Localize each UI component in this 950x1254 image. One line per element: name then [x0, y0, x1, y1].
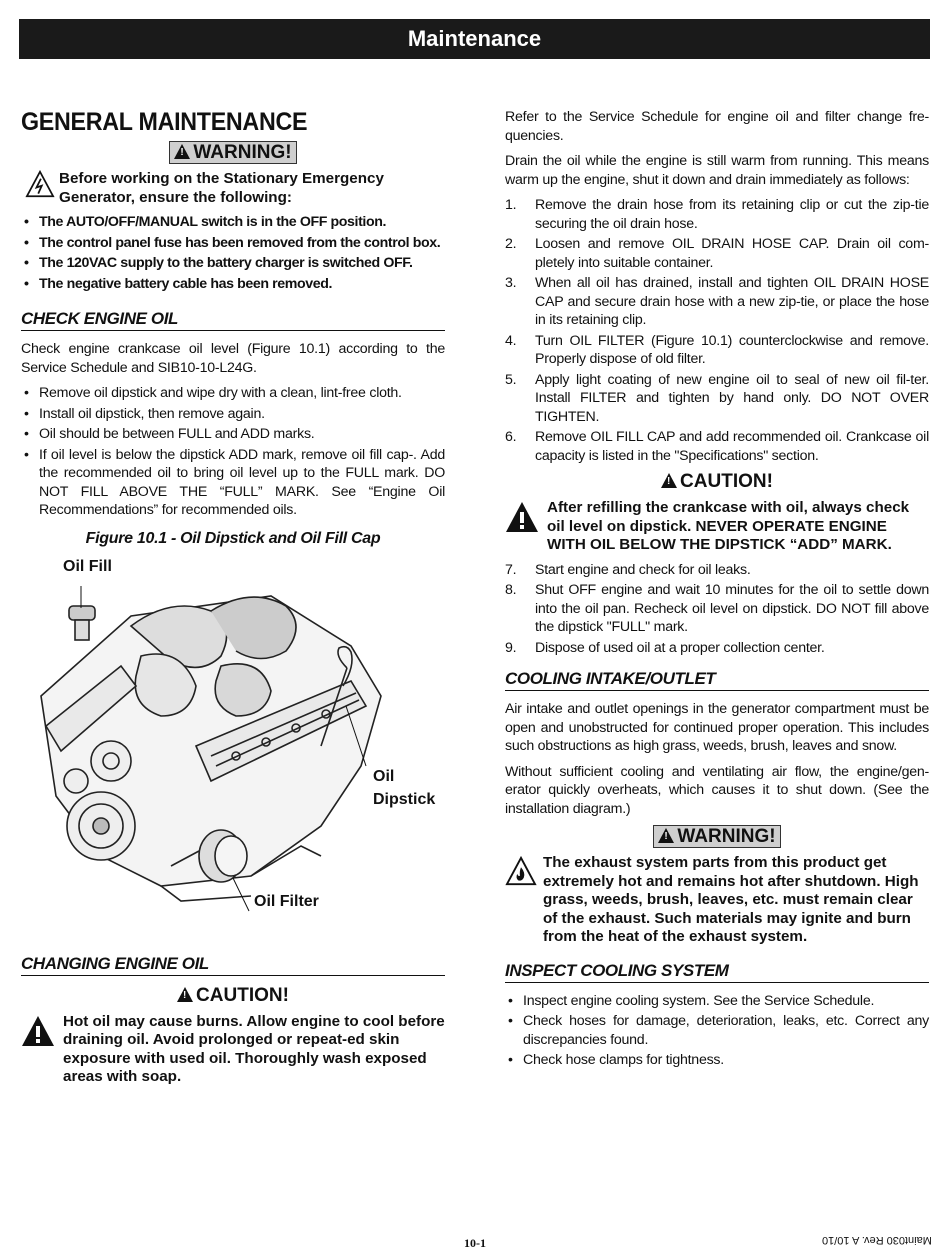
- section-title: GENERAL MAINTENANCE: [21, 108, 308, 136]
- engine-illustration: [21, 556, 445, 926]
- caution-text: Hot oil may cause burns. Allow engine to cool before draining oil. Avoid prolonged or repeat-ed skin exposure with used oil. Thoroughly wash exposed areas with soap.: [63, 1012, 445, 1085]
- cooling-intake-heading: COOLING INTAKE/OUTLET: [505, 669, 929, 691]
- oil-fill-label: Oil Fill: [63, 557, 112, 575]
- check-oil-item: • Remove oil dipstick and wipe dry with a clean, lint-free cloth.: [21, 384, 445, 403]
- drain-steps-list: [505, 196, 929, 465]
- warning-list: [21, 213, 445, 293]
- caution-triangle-icon: !: [661, 473, 677, 488]
- oil-dipstick-label-line1: Oil: [373, 767, 395, 785]
- check-oil-intro: Check engine crankcase oil level (Figure 10.1) according to the Service Schedule and SIB10-10-L24G.: [21, 341, 445, 376]
- check-oil-item: • Install oil dipstick, then remove again.: [21, 405, 445, 424]
- warning-item: • The AUTO/OFF/MANUAL switch is in the OFF position.: [21, 213, 445, 232]
- step-item: 5. Apply light coating of new engine oil to seal of new oil fil-ter. Install FILTER and tighten by hand only. DO NOT OVER TIGHTEN.: [505, 371, 929, 425]
- exhaust-warning-block: [505, 854, 929, 947]
- warning-block: [21, 170, 445, 207]
- exclamation-triangle-icon: [505, 501, 539, 533]
- drain-oil-paragraph: Drain the oil while the engine is still warm from running. This means warm up the engine, shut it down and drain immediately as follows:: [505, 153, 929, 188]
- check-oil-list: [21, 384, 445, 520]
- step-item: 9. Dispose of used oil at a proper collection center.: [505, 639, 825, 656]
- page-number: 10-1: [464, 1236, 486, 1250]
- engine-figure: [21, 556, 445, 946]
- post-refill-steps-list: [505, 561, 929, 658]
- caution-block: [21, 1013, 445, 1087]
- step-item: 8. Shut OFF engine and wait 10 minutes for the oil to settle down into the oil pan. Recheck oil level on dipstick. DO NOT fill above the dipstick "FULL" mark.: [505, 582, 929, 635]
- refill-caution-text: After refilling the crankcase with oil, always check oil level on dipstick. NEVER OPERATE ENGINE WITH OIL BELOW THE DIPSTICK “ADD” MARK.: [547, 499, 910, 553]
- caution-signal-right: [505, 471, 929, 493]
- step-item: 2. Loosen and remove OIL DRAIN HOSE CAP. Drain oil com-pletely into suitable container.: [505, 236, 929, 271]
- warning-label: WARNING!: [193, 142, 292, 163]
- step-item: 1. Remove the drain hose from its retaining clip or cut the zip-tie securing the oil drain hose.: [505, 197, 929, 232]
- changing-engine-oil-heading: CHANGING ENGINE OIL: [21, 954, 445, 976]
- refill-caution-block: [505, 499, 929, 555]
- warning-item: • The 120VAC supply to the battery charger is switched OFF.: [21, 254, 445, 273]
- step-item: 4. Turn OIL FILTER (Figure 10.1) counterclockwise and remove. Properly dispose of old filter.: [505, 332, 929, 367]
- oil-dipstick-label-line2: Dipstick: [373, 790, 436, 808]
- inspect-cooling-list: [505, 992, 929, 1070]
- warning-label: WARNING!: [677, 826, 776, 847]
- inspect-item: • Inspect engine cooling system. See the Service Schedule.: [505, 992, 929, 1011]
- oil-filter-label: Oil Filter: [254, 892, 319, 910]
- cooling-para-2: Without sufficient cooling and ventilating air flow, the engine/gen-erator quickly overheats, which causes it to shut down. (See the installation diagram.): [505, 763, 929, 817]
- caution-label: CAUTION!: [680, 471, 773, 492]
- inspect-cooling-heading: INSPECT COOLING SYSTEM: [505, 961, 929, 983]
- cooling-para-1: Air intake and outlet openings in the generator compartment must be open and unobstructed for continued proper operation. This includes such obstructions as high grass, weeds, brush, leaves and snow.: [505, 701, 929, 754]
- warning-item: • The negative battery cable has been removed.: [21, 275, 445, 294]
- step-item: 3. When all oil has drained, install and tighten OIL DRAIN HOSE CAP and secure drain hose with a new zip-tie, or place the hose in its retaining clip.: [505, 275, 929, 328]
- inspect-item: • Check hose clamps for tightness.: [505, 1051, 929, 1070]
- exhaust-warning-signal: [505, 825, 929, 848]
- check-engine-oil-heading: CHECK ENGINE OIL: [21, 309, 445, 331]
- warning-triangle-icon: !: [174, 144, 190, 159]
- exhaust-warning-text: The exhaust system parts from this product get extremely hot and remains hot after shutdown. High grass, weeds, brush, leaves, etc. must remain clear of the exhaust. Such materials may ignite and burn from the heat of the exhaust system.: [543, 854, 919, 945]
- figure-caption: Figure 10.1 - Oil Dipstick and Oil Fill Cap: [85, 529, 381, 547]
- caution-signal: [21, 985, 445, 1007]
- service-schedule-paragraph: Refer to the Service Schedule for engine oil and filter change fre-quencies.: [505, 109, 929, 144]
- page-header-title: Maintenance: [407, 26, 542, 51]
- inspect-item: • Check hoses for damage, deterioration, leaks, etc. Correct any discrepancies found.: [505, 1012, 929, 1049]
- electric-shock-icon: [25, 170, 55, 198]
- step-item: 7. Start engine and check for oil leaks.: [505, 561, 751, 578]
- warning-triangle-icon: !: [658, 828, 674, 843]
- warning-item: • The control panel fuse has been removed from the control box.: [21, 234, 445, 253]
- right-column: [505, 108, 929, 1074]
- caution-label: CAUTION!: [196, 984, 289, 1006]
- check-oil-item: • Oil should be between FULL and ADD marks.: [21, 425, 445, 444]
- caution-triangle-icon: !: [177, 987, 193, 1002]
- warning-signal: [21, 141, 445, 164]
- step-item: 6. Remove OIL FILL CAP and add recommended oil. Crankcase oil capacity is listed in the "Specifications" section.: [505, 429, 929, 464]
- revision-code: Maint030 Rev. A 10/10: [822, 1234, 932, 1246]
- left-column: [21, 108, 445, 1093]
- page-header-banner: [19, 19, 930, 59]
- warning-intro: Before working on the Stationary Emergency Generator, ensure the following:: [59, 170, 384, 206]
- fire-hazard-icon: [505, 856, 537, 886]
- check-oil-item: • If oil level is below the dipstick ADD mark, remove oil fill cap-. Add the recommended oil to bring oil level up to the FULL mark. DO NOT FILL ABOVE THE “FULL” MARK. See “Engine Oil Recommendations” for recommended oils.: [21, 446, 445, 520]
- exclamation-triangle-icon: [21, 1015, 55, 1047]
